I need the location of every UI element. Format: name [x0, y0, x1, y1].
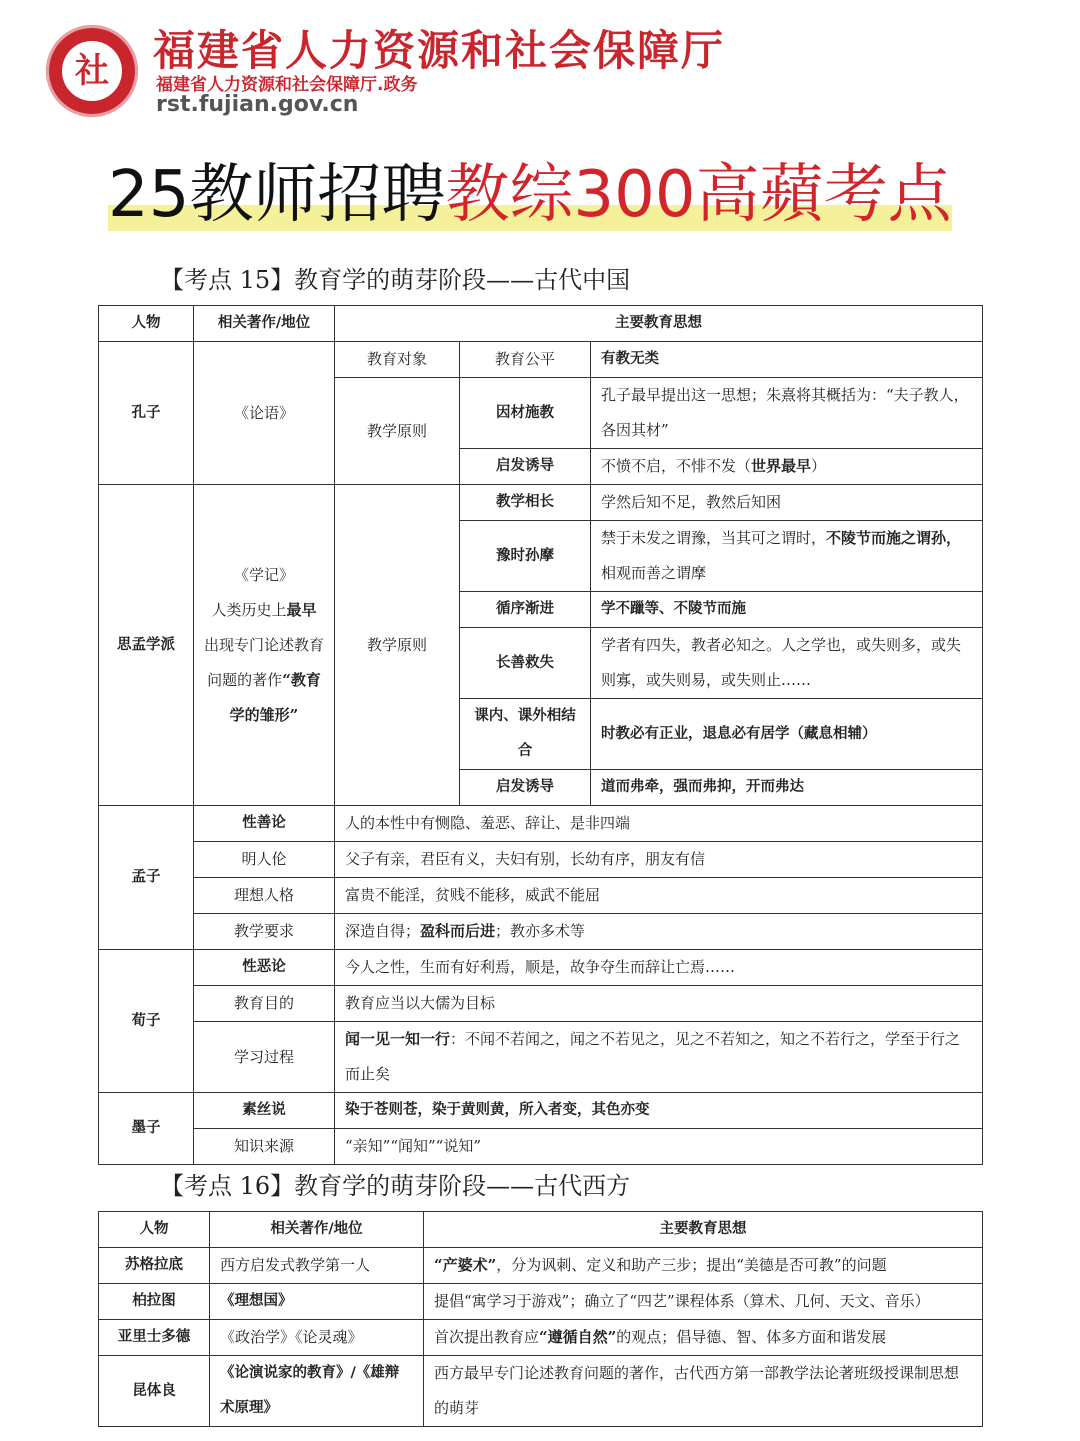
value-cell: 富贵不能淫，贫贱不能移，威武不能屈 [335, 878, 983, 914]
value-cell: 教育应当以大儒为目标 [335, 986, 983, 1022]
value-cell: 人的本性中有恻隐、羞恶、辞让、是非四端 [335, 806, 983, 842]
key-cell: 教学相长 [460, 485, 591, 521]
category-cell: 教育对象 [335, 342, 460, 378]
col-header-thought: 主要教育思想 [335, 306, 983, 342]
work-status-text: 人类历史上 [211, 600, 287, 619]
key-cell: 循序渐进 [460, 592, 591, 628]
value-cell [335, 914, 983, 950]
category-cell: 教学原则 [335, 485, 460, 806]
value-emphasis: “遵循自然” [539, 1328, 617, 1346]
work-status-text: 出现专门论述教育问题的著作 [204, 635, 325, 689]
table-ancient-west [98, 1211, 983, 1427]
value-cell [591, 521, 983, 592]
value-text: ：不闻不若闻之，闻之不若见之，见之不若知之，知之不若行之，学至于行之而止矣 [345, 1030, 961, 1083]
work-status-emphasis: 最早 [286, 600, 317, 619]
table-row [99, 1248, 983, 1284]
table-row [99, 1093, 983, 1129]
key-cell: 长善救失 [460, 628, 591, 699]
table-ancient-china [98, 305, 983, 1165]
col-header-work: 相关著作/地位 [210, 1212, 424, 1248]
hero-title-red: 教综300高蘋考点 [445, 158, 952, 232]
table-header-row [99, 1212, 983, 1248]
table-row [99, 878, 983, 914]
key-cell: 因材施教 [460, 378, 591, 449]
value-text: 首次提出教育应 [434, 1328, 540, 1346]
value-cell: 提倡“寓学习于游戏”；确立了“四艺”课程体系（算术、几何、天文、音乐） [424, 1284, 983, 1320]
table-row [99, 914, 983, 950]
table-row [99, 485, 983, 521]
key-cell: 启发诱导 [460, 449, 591, 485]
table-row [99, 1320, 983, 1356]
value-cell [335, 1022, 983, 1093]
value-cell: 今人之性，生而有好利焉，顺是，故争夺生而辞让亡焉…… [335, 950, 983, 986]
value-cell: 时教必有正业，退息必有居学（藏息相辅） [591, 699, 983, 770]
work-cell: 《理想国》 [210, 1284, 424, 1320]
value-emphasis: “产婆术” [434, 1256, 497, 1274]
key-cell: 学习过程 [194, 1022, 335, 1093]
key-cell: 理想人格 [194, 878, 335, 914]
col-header-person: 人物 [99, 1212, 210, 1248]
key-cell: 豫时孙摩 [460, 521, 591, 592]
organization-url: rst.fujian.gov.cn [156, 92, 359, 117]
key-cell: 教育目的 [194, 986, 335, 1022]
value-text: 相观而善之谓摩 [601, 564, 707, 582]
organization-subtitle: 福建省人力资源和社会保障厅.政务 [156, 75, 418, 95]
person-cell: 孟子 [99, 806, 194, 950]
col-header-work: 相关著作/地位 [194, 306, 335, 342]
category-cell: 教学原则 [335, 378, 460, 485]
value-cell: 父子有亲，君臣有义，夫妇有别，长幼有序，朋友有信 [335, 842, 983, 878]
person-cell: 昆体良 [99, 1356, 210, 1427]
col-header-person: 人物 [99, 306, 194, 342]
value-cell: 有教无类 [591, 342, 983, 378]
table-row [99, 842, 983, 878]
col-header-thought: 主要教育思想 [424, 1212, 983, 1248]
table-row [99, 806, 983, 842]
key-cell: 性恶论 [194, 950, 335, 986]
work-cell: 西方启发式教学第一人 [210, 1248, 424, 1284]
hero-title-black: 25教师招聘 [108, 158, 446, 232]
person-cell: 思孟学派 [99, 485, 194, 806]
value-cell [424, 1248, 983, 1284]
value-cell [424, 1320, 983, 1356]
value-cell: 学者有四失，教者必知之。人之学也，或失则多，或失则寡，或失则易，或失则止…… [591, 628, 983, 699]
work-status-emphasis: “教育学的雏形” [229, 670, 321, 724]
value-cell [591, 449, 983, 485]
key-cell: 性善论 [194, 806, 335, 842]
key-cell: 素丝说 [194, 1093, 335, 1129]
person-cell: 荀子 [99, 950, 194, 1093]
value-emphasis: 不陵节而施之谓孙， [826, 529, 962, 547]
work-cell: 《论语》 [194, 342, 335, 485]
table-row [99, 342, 983, 378]
key-cell: 教学要求 [194, 914, 335, 950]
department-logo [46, 25, 138, 117]
value-cell: “亲知”“闻知”“说知” [335, 1129, 983, 1165]
table-row [99, 950, 983, 986]
key-cell: 明人伦 [194, 842, 335, 878]
hero-title [108, 150, 952, 240]
key-cell: 课内、课外相结合 [460, 699, 591, 770]
person-cell: 亚里士多德 [99, 1320, 210, 1356]
table-row [99, 1022, 983, 1093]
value-cell: 学不躐等、不陵节而施 [591, 592, 983, 628]
key-cell: 启发诱导 [460, 770, 591, 806]
value-text: 禁于未发之谓豫，当其可之谓时， [601, 529, 827, 547]
person-cell: 墨子 [99, 1093, 194, 1165]
value-cell: 西方最早专门论述教育问题的著作，古代西方第一部教学法论著班级授课制思想的萌芽 [424, 1356, 983, 1427]
work-cell [194, 485, 335, 806]
work-cell: 《政治学》《论灵魂》 [210, 1320, 424, 1356]
value-cell: 染于苍则苍，染于黄则黄，所入者变，其色亦变 [335, 1093, 983, 1129]
table-row [99, 1356, 983, 1427]
person-cell: 柏拉图 [99, 1284, 210, 1320]
section-16-title: 【考点 16】教育学的萌芽阶段——古代西方 [160, 1172, 631, 1200]
table-header-row [99, 306, 983, 342]
organization-name: 福建省人力资源和社会保障厅 [153, 26, 726, 75]
value-emphasis: 闻一见一知一行 [345, 1030, 451, 1048]
person-cell: 苏格拉底 [99, 1248, 210, 1284]
value-emphasis: 盈科而后进 [420, 922, 496, 940]
table-row [99, 1129, 983, 1165]
key-cell: 教育公平 [460, 342, 591, 378]
value-text: 不愤不启，不悱不发（ [601, 457, 752, 475]
person-cell: 孔子 [99, 342, 194, 485]
value-text: ；教亦多术等 [495, 922, 586, 940]
value-text: ，分为讽刺、定义和助产三步；提出“美德是否可教”的问题 [496, 1256, 887, 1274]
section-15-title: 【考点 15】教育学的萌芽阶段——古代中国 [160, 266, 631, 294]
value-emphasis: 世界最早 [751, 457, 812, 475]
work-status [204, 593, 324, 733]
work-title: 《学记》 [233, 565, 294, 584]
value-text: ） [811, 457, 827, 475]
key-cell: 知识来源 [194, 1129, 335, 1165]
value-cell: 学然后知不足，教然后知困 [591, 485, 983, 521]
table-row [99, 1284, 983, 1320]
value-text: 深造自得； [345, 922, 421, 940]
value-cell: 道而弗牵，强而弗抑，开而弗达 [591, 770, 983, 806]
work-cell: 《论演说家的教育》/《雄辩术原理》 [210, 1356, 424, 1427]
value-cell: 孔子最早提出这一思想；朱熹将其概括为：“夫子教人，各因其材” [591, 378, 983, 449]
value-text: 的观点；倡导德、智、体多方面和谐发展 [616, 1328, 887, 1346]
logo-glyph: 社 [62, 41, 122, 101]
table-row [99, 986, 983, 1022]
